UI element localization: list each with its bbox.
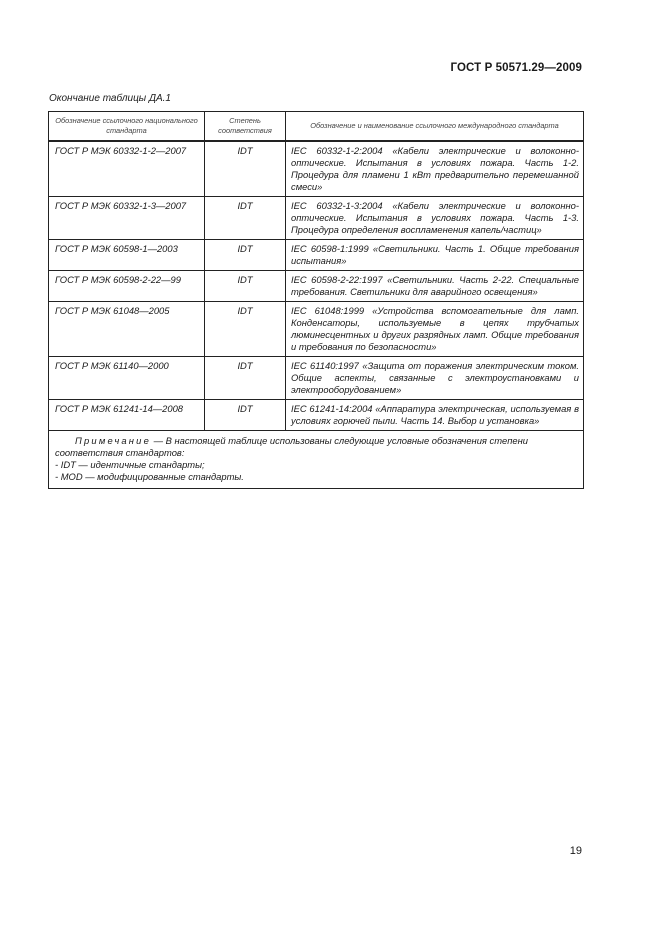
table-row (49, 197, 584, 240)
degree-cell: IDT (205, 302, 286, 357)
national-standard-cell: ГОСТ Р МЭК 61241-14—2008 (49, 400, 205, 431)
international-standard-cell: IEC 61140:1997 «Защита от поражения электрическим током. Общие аспекты, связанные с электроустановками и электрооборудованием» (286, 357, 584, 400)
table-row (49, 302, 584, 357)
degree-cell: IDT (205, 197, 286, 240)
note-text: В настоящей таблице использованы следующие условные обозначения степени соответствия стандартов: (55, 435, 528, 458)
column-header-degree: Степень соответствия (205, 112, 286, 142)
document-header-id: ГОСТ Р 50571.29—2009 (450, 62, 582, 74)
table-note-row (49, 431, 584, 489)
international-standard-cell: IEC 60598-2-22:1997 «Светильники. Часть 2-22. Специальные требования. Светильники для аварийного освещения» (286, 271, 584, 302)
degree-cell: IDT (205, 400, 286, 431)
table-header-row (49, 112, 584, 142)
note-item: - MOD — модифицированные стандарты. (55, 471, 244, 482)
national-standard-cell: ГОСТ Р МЭК 61048—2005 (49, 302, 205, 357)
note-label: Примечание (75, 435, 151, 446)
note-intro (55, 435, 577, 459)
national-standard-cell: ГОСТ Р МЭК 60332-1-2—2007 (49, 141, 205, 197)
table-row (49, 271, 584, 302)
national-standard-cell: ГОСТ Р МЭК 60332-1-3—2007 (49, 197, 205, 240)
note-item: - IDT — идентичные стандарты; (55, 459, 205, 470)
degree-cell: IDT (205, 357, 286, 400)
table-row (49, 357, 584, 400)
degree-cell: IDT (205, 141, 286, 197)
page-number: 19 (569, 845, 582, 857)
national-standard-cell: ГОСТ Р МЭК 60598-2-22—99 (49, 271, 205, 302)
international-standard-cell: IEC 60598-1:1999 «Светильники. Часть 1. Общие требования испытания» (286, 240, 584, 271)
column-header-international-standard: Обозначение и наименование ссылочного международного стандарта (286, 112, 584, 142)
degree-cell: IDT (205, 240, 286, 271)
reference-standards-table (48, 111, 584, 489)
international-standard-cell: IEC 61241-14:2004 «Аппаратура электрическая, используемая в условиях горючей пыли. Часть 14. Выбор и установка» (286, 400, 584, 431)
national-standard-cell: ГОСТ Р МЭК 60598-1—2003 (49, 240, 205, 271)
table-note (49, 431, 584, 489)
international-standard-cell: IEC 61048:1999 «Устройства вспомогательные для ламп. Конденсаторы, используемые в цепях трубчатых люминесцентных и других разрядных ламп. Общие требования и требования по безопасности» (286, 302, 584, 357)
table-row (49, 400, 584, 431)
degree-cell: IDT (205, 271, 286, 302)
international-standard-cell: IEC 60332-1-2:2004 «Кабели электрические и волоконно-оптические. Испытания в условиях пожара. Часть 1-2. Процедура для пламени 1 кВт предварительно перемешанной смеси» (286, 141, 584, 197)
national-standard-cell: ГОСТ Р МЭК 61140—2000 (49, 357, 205, 400)
international-standard-cell: IEC 60332-1-3:2004 «Кабели электрические и волоконно-оптические. Испытания в условиях пожара. Часть 1-3. Процедура определения воспламенения капель/частиц» (286, 197, 584, 240)
table-row (49, 141, 584, 197)
table-caption: Окончание таблицы ДА.1 (49, 93, 171, 104)
note-dash: — (153, 435, 163, 446)
column-header-national-standard: Обозначение ссылочного национального стандарта (49, 112, 205, 142)
table-row (49, 240, 584, 271)
